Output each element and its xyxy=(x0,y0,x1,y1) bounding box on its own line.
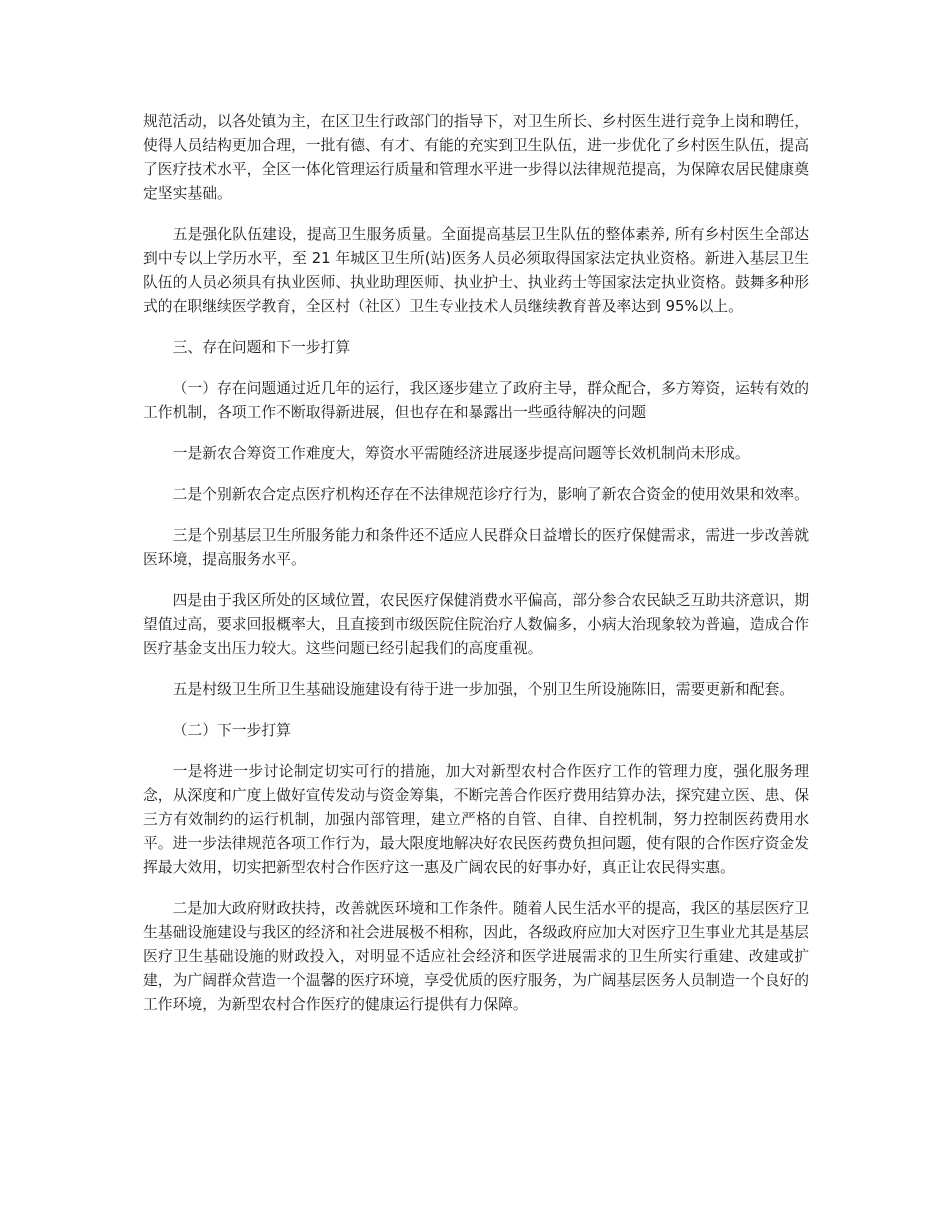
plan-1: 一是将进一步讨论制定切实可行的措施，加大对新型农村合作医疗工作的管理力度，强化服务理念，从深度和广度上做好宣传发动与资金筹集，不断完善合作医疗费用结算办法，探究建立医、患、保三方有效制约的运行机制，加强内部管理，建立严格的自管、自律、自控机制，努力控制医药费用水平。进一步法律规范各项工作行为，最大限度地解决好农民医药费负担问题，使有限的合作医疗资金发挥最大效用，切实把新型农村合作医疗这一惠及广阔农民的好事办好，真正让农民得实惠。 xyxy=(143,763,809,876)
paragraph-2: 五是强化队伍建设，提高卫生服务质量。全面提高基层卫生队伍的整体素养, 所有乡村医生全部达到中专以上学历水平，至 21 年城区卫生所(站)医务人员必须取得国家法定执业资格。新进入基层卫生队伍的人员必须具有执业医师、执业助理医师、执业护士、执业药士等国家法定执业资格。鼓舞多种形式的在职继续医学教育，全区村（社区）卫生专业技术人员继续教育普及率达到 95%以上。 xyxy=(143,226,809,315)
plan-2: 二是加大政府财政扶持，改善就医环境和工作条件。随着人民生活水平的提高，我区的基层医疗卫生基础设施建设与我区的经济和社会进展极不相称，因此，各级政府应加大对医疗卫生事业尤其是基层医疗卫生基础设施的财政投入，对明显不适应社会经济和医学进展需求的卫生所实行重建、改建或扩建，为广阔群众营造一个温馨的医疗环境，享受优质的医疗服务，为广阔基层医务人员制造一个良好的工作环境，为新型农村合作医疗的健康运行提供有力保障。 xyxy=(143,900,809,1013)
problem-2: 二是个别新农合定点医疗机构还存在不法律规范诊疗行为，影响了新农合资金的使用效果和效率。 xyxy=(172,486,809,503)
subsection-next-steps: （二）下一步打算 xyxy=(172,722,291,739)
paragraph-1: 规范活动，以各处镇为主，在区卫生行政部门的指导下，对卫生所长、乡村医生进行竞争上岗和聘任，使得人员结构更加合理，一批有德、有才、有能的充实到卫生队伍，进一步优化了乡村医生队伍，提高了医疗技术水平，全区一体化管理运行质量和管理水平进一步得以法律规范提高，为保障农居民健康奠定坚实基础。 xyxy=(143,113,809,202)
problem-4: 四是由于我区所处的区域位置，农民医疗保健消费水平偏高，部分参合农民缺乏互助共济意识，期望值过高，要求回报概率大，且直接到市级医院住院治疗人数偏多，小病大治现象较为普遍，造成合作医疗基金支出压力较大。这些问题已经引起我们的高度重视。 xyxy=(143,592,809,657)
subsection-problems: （一）存在问题通过近几年的运行，我区逐步建立了政府主导，群众配合，多方筹资，运转有效的工作机制，各项工作不断取得新进展，但也存在和暴露出一些亟待解决的问题 xyxy=(143,380,809,421)
section-heading-3: 三、存在问题和下一步打算 xyxy=(172,339,351,356)
problem-1: 一是新农合筹资工作难度大，筹资水平需随经济进展逐步提高问题等长效机制尚未形成。 xyxy=(172,445,750,462)
document-body xyxy=(143,110,809,1034)
problem-5: 五是村级卫生所卫生基础设施建设有待于进一步加强，个别卫生所设施陈旧，需要更新和配套。 xyxy=(172,681,795,698)
problem-3: 三是个别基层卫生所服务能力和条件还不适应人民群众日益增长的医疗保健需求，需进一步改善就医环境，提高服务水平。 xyxy=(143,527,809,568)
